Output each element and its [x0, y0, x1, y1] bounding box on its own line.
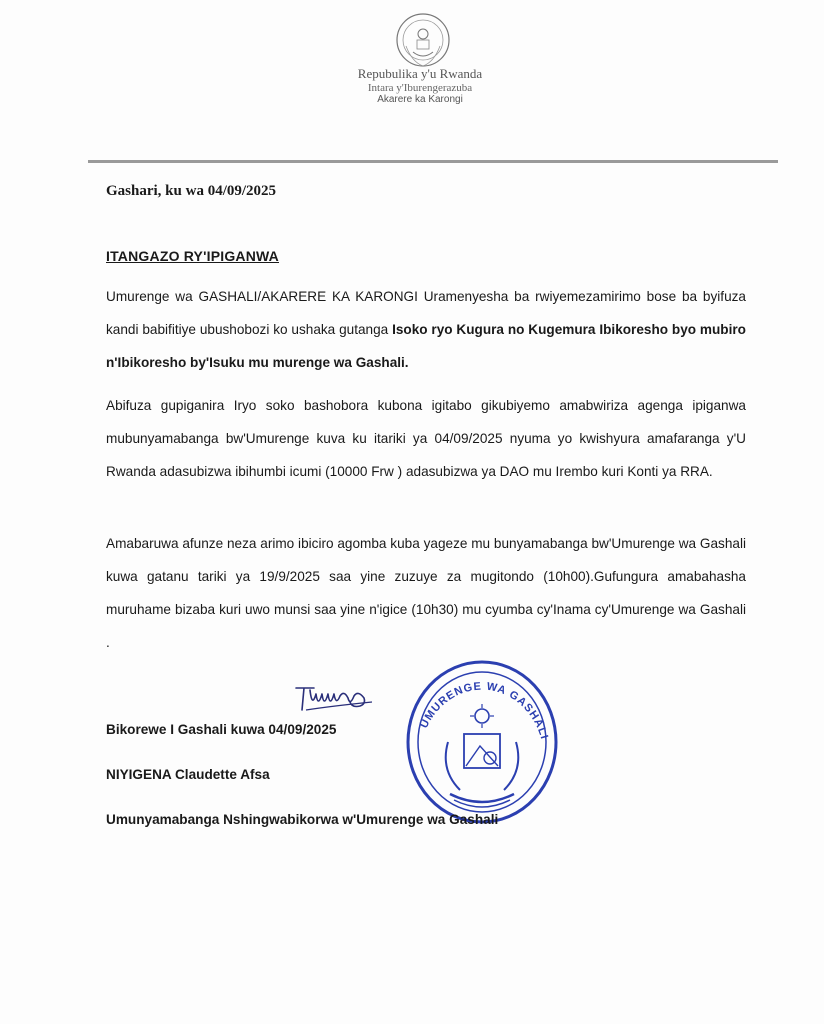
- letter-date: Gashari, ku wa 04/09/2025: [106, 183, 277, 199]
- paragraph-invitation: [106, 280, 746, 379]
- paragraph-bidding-documents: Abifuza gupiganira Iryo soko bashobora kubona igitabo gikubiyemo amabwiriza agenga ipiganwa mubunyamabanga bw'Umurenge kuva ku itariki ya 04/09/2025 nyuma yo kwishyura amafaranga y'U Rwanda adasubizwa ibihumbi icumi (10000 Frw ) adasubizwa ya DAO mu Irembo kuri Konti ya RRA.: [106, 398, 746, 479]
- notice-title: ITANGAZO RY'IPIGANWA: [106, 248, 279, 264]
- header-divider: [88, 160, 778, 163]
- signoff-place-date: Bikorewe I Gashali kuwa 04/09/2025: [106, 722, 337, 737]
- paragraph-submission-deadline: Amabaruwa afunze neza arimo ibiciro agomba kuba yageze mu bunyamabanga bw'Umurenge wa Gashali kuwa gatanu tariki ya 19/9/2025 saa yine zuzuye za mugitondo (10h00).Gufungura amabahasha muruhame bizaba kuri uwo munsi saa yine n'igice (10h30) mu cyumba cy'Inama cy'Umurenge wa Gashali .: [106, 536, 746, 650]
- stamp-text: UMURENGE WA GASHALI: [418, 680, 551, 742]
- signatory-position: Umunyamabanga Nshingwabikorwa w'Umurenge wa Gashali: [106, 812, 499, 827]
- paragraph-invitation-intro: Umurenge wa GASHALI/AKARERE KA KARONGI Uramenyesha ba rwiyemezamirimo bose ba byifuza kandi babifitiye ubushobozi ko ushaka gutanga: [106, 289, 746, 337]
- svg-text:UMURENGE WA GASHALI: [418, 681, 550, 742]
- signatory-name: NIYIGENA Claudette Afsa: [106, 767, 270, 782]
- rwanda-coat-of-arms-emblem: [384, 12, 462, 72]
- header-district: Akarere ka Karongi: [377, 94, 463, 105]
- header-province: Intara y'Iburengerazuba: [367, 82, 473, 94]
- official-stamp: [400, 650, 564, 828]
- handwritten-signature: [292, 680, 382, 714]
- header-country: Repubulika y'u Rwanda: [357, 66, 483, 81]
- tender-subject: Isoko ryo Kugura no Kugemura Ibikoresho byo mubiro n'Ibikoresho by'Isuku mu murenge wa Gashali.: [106, 322, 746, 370]
